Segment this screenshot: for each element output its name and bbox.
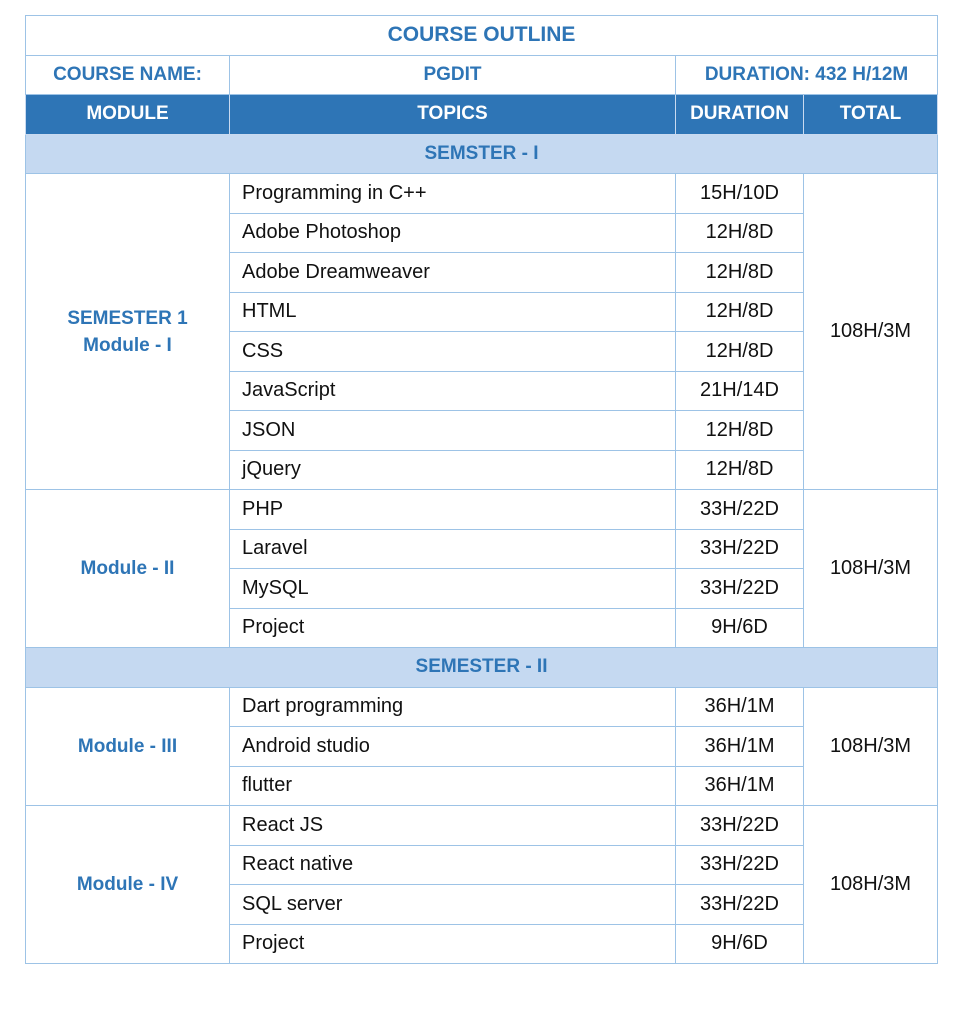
module-label [26, 687, 230, 806]
course-name-value: PGDIT [230, 55, 676, 95]
topic-name: JavaScript [230, 371, 676, 411]
title-row [26, 16, 938, 56]
topic-duration: 33H/22D [676, 569, 804, 609]
topic-name: flutter [230, 766, 676, 806]
topic-name: Project [230, 608, 676, 648]
info-row [26, 55, 938, 95]
module-label [26, 806, 230, 964]
semester-row [26, 648, 938, 688]
table-row [26, 490, 938, 530]
topic-duration: 12H/8D [676, 213, 804, 253]
topic-duration: 21H/14D [676, 371, 804, 411]
topic-duration: 33H/22D [676, 885, 804, 925]
module-label-line: Module - III [77, 735, 178, 757]
course-duration: DURATION: 432 H/12M [676, 55, 938, 95]
module-label [26, 174, 230, 490]
outline-body [26, 134, 938, 964]
topic-duration: 33H/22D [676, 490, 804, 530]
semester-row [26, 134, 938, 174]
topic-name: Project [230, 924, 676, 964]
topic-duration: 12H/8D [676, 292, 804, 332]
topic-duration: 33H/22D [676, 529, 804, 569]
topic-name: React JS [230, 806, 676, 846]
topic-duration: 15H/10D [676, 174, 804, 214]
topic-name: Programming in C++ [230, 174, 676, 214]
table-row [26, 687, 938, 727]
topic-duration: 33H/22D [676, 845, 804, 885]
topic-name: PHP [230, 490, 676, 530]
topic-name: React native [230, 845, 676, 885]
topic-name: SQL server [230, 885, 676, 925]
topic-name: MySQL [230, 569, 676, 609]
topic-duration: 36H/1M [676, 766, 804, 806]
module-label-line: Module - I [83, 334, 172, 356]
page-title: COURSE OUTLINE [26, 16, 938, 56]
module-label-line: Module - IV [76, 874, 179, 895]
module-total: 108H/3M [804, 174, 938, 490]
topic-duration: 12H/8D [676, 450, 804, 490]
topic-duration: 12H/8D [676, 332, 804, 372]
topic-duration: 9H/6D [676, 924, 804, 964]
topic-duration: 33H/22D [676, 806, 804, 846]
semester-label: SEMSTER - I [26, 134, 938, 174]
module-total: 108H/3M [804, 806, 938, 964]
header-topics: TOPICS [230, 95, 676, 135]
module-label-line: Module - II [80, 558, 175, 579]
topic-name: Adobe Photoshop [230, 213, 676, 253]
module-total: 108H/3M [804, 687, 938, 806]
module-label-line: SEMESTER 1 [67, 307, 188, 329]
header-row [26, 95, 938, 135]
topic-duration: 12H/8D [676, 411, 804, 451]
topic-name: HTML [230, 292, 676, 332]
module-total: 108H/3M [804, 490, 938, 648]
topic-name: Laravel [230, 529, 676, 569]
module-label [26, 490, 230, 648]
header-total: TOTAL [804, 95, 938, 135]
header-module: MODULE [26, 95, 230, 135]
course-name-label: COURSE NAME: [26, 55, 230, 95]
header-duration: DURATION [676, 95, 804, 135]
course-outline-table [25, 15, 938, 964]
table-row [26, 174, 938, 214]
topic-duration: 36H/1M [676, 687, 804, 727]
topic-duration: 9H/6D [676, 608, 804, 648]
topic-name: CSS [230, 332, 676, 372]
topic-name: Adobe Dreamweaver [230, 253, 676, 293]
semester-label: SEMESTER - II [26, 648, 938, 688]
topic-name: jQuery [230, 450, 676, 490]
topic-duration: 12H/8D [676, 253, 804, 293]
table-row [26, 806, 938, 846]
topic-name: Android studio [230, 727, 676, 767]
topic-duration: 36H/1M [676, 727, 804, 767]
topic-name: JSON [230, 411, 676, 451]
topic-name: Dart programming [230, 687, 676, 727]
